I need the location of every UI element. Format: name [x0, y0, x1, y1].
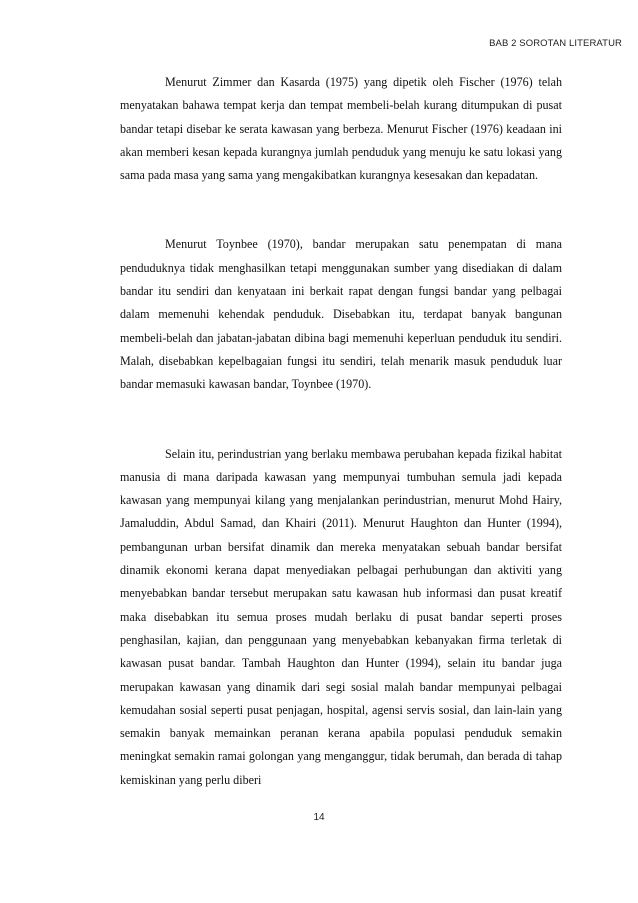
paragraph-zimmer-kasarda: Menurut Zimmer dan Kasarda (1975) yang dipetik oleh Fischer (1976) telah menyatakan bahawa tempat kerja dan tempat membeli-belah kurang ditumpukan di pusat bandar tetapi disebar ke serata kawasan yang berbeza. Menurut Fischer (1976) keadaan ini akan memberi kesan kepada kurangnya jumlah penduduk yang menuju ke satu lokasi yang sama pada masa yang sama yang mengakibatkan kurangnya kesesakan dan kepadatan. [120, 75, 562, 183]
paragraph-spacer [120, 187, 562, 233]
paragraph-perindustrian: Selain itu, perindustrian yang berlaku membawa perubahan kepada fizikal habitat manusia di mana daripada kawasan yang mempunyai tumbuhan semula jadi kepada kawasan yang mempunyai kilang yang menjalankan perindustrian, menurut Mohd Hairy, Jamaluddin, Abdul Samad, dan Khairi (2011). Menurut Haughton dan Hunter (1994), pembangunan urban bersifat dinamik dan mereka menyatakan sebuah bandar bersifat dinamik ekonomi kerana dapat menyediakan pelbagai perhubungan dan aktiviti yang menyebabkan bandar tersebut merupakan satu kawasan hub informasi dan pusat kreatif maka disebabkan itu semua proses mudah berlaku di pusat bandar seperti proses penghasilan, kajian, dan penggunaan yang menyebabkan kebanyakan firma terletak di kawasan pusat bandar. Tambah Haughton dan Hunter (1994), selain itu bandar juga merupakan kawasan yang dinamik dari segi sosial malah bandar mempunyai pelbagai kemudahan sosial seperti pusat penjagan, hospital, agensi servis sosial, dan lain-lain yang semakin banyak memainkan peranan kerana apabila populasi penduduk semakin meningkat semakin ramai golongan yang menganggur, tidak berumah, dan berada di tahap kemiskinan yang perlu diberi [120, 446, 562, 787]
page-body [120, 71, 562, 792]
paragraph-toynbee: Menurut Toynbee (1970), bandar merupakan satu penempatan di mana penduduknya tidak menghasilkan tetapi menggunakan sumber yang disediakan di dalam bandar itu sendiri dan kenyataan ini berkait rapat dengan fungsi bandar yang pelbagai dalam memenuhi kehendak penduduk. Disebabkan itu, terdapat banyak bangunan membeli-belah dan jabatan-jabatan dibina bagi memenuhi keperluan penduduk itu sendiri. Malah, disebabkan kepelbagaian fungsi itu sendiri, telah menarik masuk penduduk luar bandar memasuki kawasan bandar, Toynbee (1970). [120, 237, 562, 392]
paragraph-spacer [120, 397, 562, 443]
running-header: BAB 2 SOROTAN LITERATUR [489, 38, 622, 49]
page-number: 14 [313, 812, 325, 823]
